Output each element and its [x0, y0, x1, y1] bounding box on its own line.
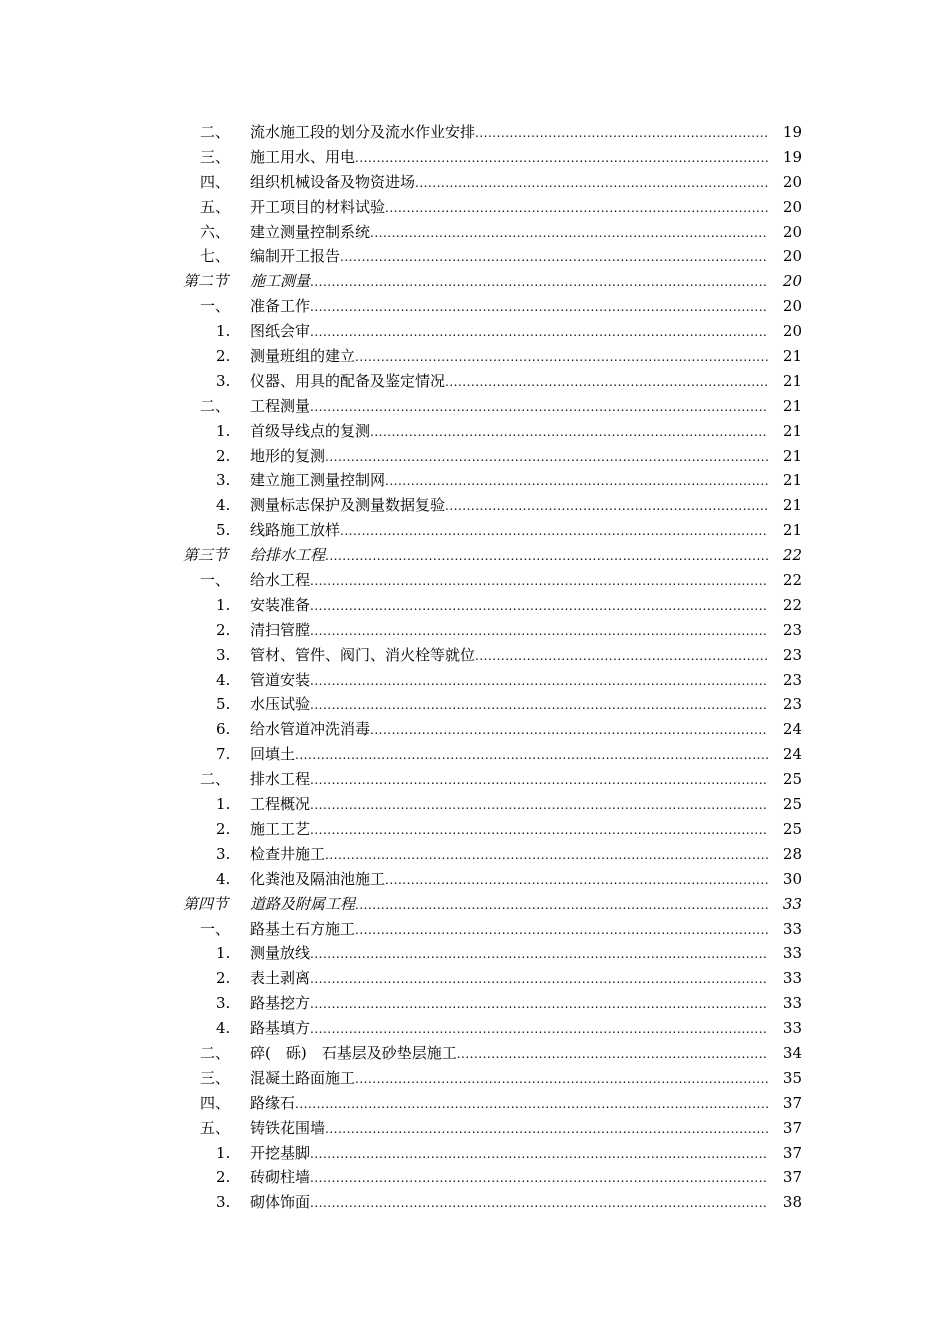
toc-entry-title-line: [250, 917, 768, 943]
toc-entry-number: 2.: [216, 969, 231, 988]
toc-entry-page-number: 33: [782, 919, 802, 938]
toc-entry-number: 六、: [200, 222, 231, 241]
toc-entry-page-number: 21: [782, 471, 802, 490]
toc-entry[interactable]: [0, 468, 950, 493]
table-of-contents: [0, 120, 950, 1215]
toc-entry-title: 安装准备: [250, 595, 311, 614]
dot-leader: [370, 420, 768, 445]
toc-entry[interactable]: [0, 1091, 950, 1116]
toc-entry-number: 第四节: [183, 894, 229, 913]
toc-entry-title-line: [250, 1041, 768, 1067]
toc-entry[interactable]: [0, 966, 950, 991]
toc-entry-page-number: 20: [782, 222, 802, 241]
toc-entry[interactable]: [0, 742, 950, 767]
toc-entry-title-line: [250, 892, 768, 918]
toc-entry-page-number: 24: [782, 720, 802, 739]
dot-leader: [355, 893, 768, 918]
dot-leader: [325, 445, 768, 470]
toc-entry-page-number: 20: [782, 272, 802, 291]
toc-entry-title: 工程概况: [250, 795, 311, 814]
toc-entry-number: 3.: [216, 994, 231, 1013]
toc-entry-number: 7.: [216, 745, 231, 764]
toc-entry-title: 管道安装: [250, 670, 311, 689]
toc-entry-title: 化粪池及隔油池施工: [250, 869, 386, 888]
dot-leader: [310, 295, 768, 320]
toc-entry-title: 图纸会审: [250, 322, 311, 341]
toc-entry[interactable]: [0, 493, 950, 518]
toc-entry-title: 路基填方: [250, 1019, 311, 1038]
toc-entry-page-number: 22: [782, 546, 802, 565]
toc-entry-title: 路缘石: [250, 1093, 296, 1112]
dot-leader: [325, 843, 768, 868]
dot-leader: [355, 146, 768, 171]
toc-entry-number: 4.: [216, 670, 231, 689]
toc-entry-title: 砖砌柱墙: [250, 1168, 311, 1187]
toc-entry[interactable]: [0, 842, 950, 867]
toc-entry-number: 6.: [216, 720, 231, 739]
toc-entry-title-line: [250, 966, 768, 992]
toc-entry-number: 三、: [200, 1068, 231, 1087]
toc-entry-number: 一、: [200, 919, 231, 938]
toc-entry-page-number: 20: [782, 172, 802, 191]
toc-entry-title: 流水施工段的划分及流水作业安排: [250, 123, 476, 141]
toc-entry-number: 1.: [216, 421, 231, 440]
dot-leader: [385, 469, 768, 494]
dot-leader: [340, 519, 768, 544]
toc-entry-title: 碎( 砾) 石基层及砂垫层施工: [250, 1043, 457, 1062]
toc-entry-page-number: 23: [782, 695, 802, 714]
dot-leader: [310, 669, 768, 694]
dot-leader: [457, 1042, 768, 1067]
dot-leader: [325, 1117, 768, 1142]
toc-entry-title-line: [250, 668, 768, 694]
toc-entry-title-line: [250, 867, 768, 893]
toc-entry-page-number: 37: [782, 1093, 802, 1112]
toc-entry[interactable]: [0, 220, 950, 245]
toc-entry-number: 3.: [216, 471, 231, 490]
toc-entry-page-number: 20: [782, 322, 802, 341]
toc-entry[interactable]: [0, 668, 950, 693]
toc-entry-page-number: 19: [782, 147, 802, 166]
toc-entry-page-number: 21: [782, 371, 802, 390]
toc-entry-number: 1.: [216, 795, 231, 814]
toc-entry-number: 2.: [216, 347, 231, 366]
toc-entry-title: 地形的复测: [250, 446, 326, 465]
toc-entry-number: 三、: [200, 147, 231, 166]
toc-entry-title-line: [250, 643, 768, 669]
toc-entry-title-line: [250, 593, 768, 619]
toc-entry[interactable]: [0, 941, 950, 966]
toc-entry-page-number: 21: [782, 396, 802, 415]
toc-entry-page-number: 21: [782, 521, 802, 540]
toc-entry[interactable]: [0, 1165, 950, 1190]
toc-entry-title: 道路及附属工程: [250, 894, 356, 913]
toc-entry-page-number: 21: [782, 446, 802, 465]
toc-entry[interactable]: [0, 792, 950, 817]
toc-entry-page-number: 34: [782, 1043, 802, 1062]
toc-entry-page-number: 23: [782, 645, 802, 664]
toc-entry-title: 工程测量: [250, 396, 311, 415]
toc-entry[interactable]: [0, 568, 950, 593]
toc-entry-title-line: [250, 369, 768, 395]
toc-entry-page-number: 25: [782, 770, 802, 789]
toc-entry-title: 测量标志保护及测量数据复验: [250, 496, 446, 515]
dot-leader: [340, 245, 768, 270]
toc-entry-title: 排水工程: [250, 770, 311, 789]
toc-entry-title: 回填土: [250, 745, 296, 764]
toc-entry-page-number: 30: [782, 869, 802, 888]
toc-entry-title-line: [250, 319, 768, 345]
toc-entry-title-line: [250, 120, 768, 146]
toc-entry[interactable]: [0, 767, 950, 792]
toc-entry-title-line: [250, 493, 768, 519]
toc-entry-title: 建立测量控制系统: [250, 222, 371, 241]
toc-entry-page-number: 25: [782, 795, 802, 814]
toc-entry-page-number: 37: [782, 1168, 802, 1187]
toc-entry-title-line: [250, 842, 768, 868]
toc-entry-page-number: 21: [782, 347, 802, 366]
toc-entry[interactable]: [0, 593, 950, 618]
toc-entry-title: 检查井施工: [250, 844, 326, 863]
toc-entry-title-line: [250, 518, 768, 544]
toc-entry-title-line: [250, 170, 768, 196]
toc-entry-title: 给水管道冲洗消毒: [250, 720, 371, 739]
toc-entry-title-line: [250, 145, 768, 171]
toc-entry[interactable]: [0, 1016, 950, 1041]
toc-entry-number: 5.: [216, 521, 231, 540]
toc-entry-title: 砌体饰面: [250, 1193, 311, 1212]
toc-entry-title: 线路施工放样: [250, 521, 341, 540]
toc-entry-number: 五、: [200, 197, 231, 216]
toc-entry-number: 2.: [216, 446, 231, 465]
toc-entry-title-line: [250, 1141, 768, 1167]
dot-leader: [310, 619, 768, 644]
toc-entry-number: 四、: [200, 1093, 231, 1112]
toc-entry-number: 五、: [200, 1118, 231, 1137]
dot-leader: [310, 818, 768, 843]
toc-entry-title-line: [250, 1066, 768, 1092]
toc-entry-number: 第二节: [183, 272, 229, 291]
toc-entry-page-number: 23: [782, 670, 802, 689]
toc-entry[interactable]: [0, 294, 950, 319]
dot-leader: [310, 1191, 768, 1216]
toc-entry-number: 2.: [216, 1168, 231, 1187]
toc-entry-number: 四、: [200, 172, 231, 191]
dot-leader: [310, 320, 768, 345]
toc-entry[interactable]: [0, 369, 950, 394]
toc-section-entry[interactable]: [0, 269, 950, 294]
toc-entry-page-number: 22: [782, 595, 802, 614]
toc-entry-number: 4.: [216, 496, 231, 515]
toc-entry-title-line: [250, 817, 768, 843]
toc-entry-number: 3.: [216, 844, 231, 863]
toc-entry-title-line: [250, 618, 768, 644]
toc-entry-number: 二、: [200, 396, 231, 415]
toc-entry-title-line: [250, 444, 768, 470]
toc-entry-title-line: [250, 568, 768, 594]
toc-entry-page-number: 33: [782, 944, 802, 963]
toc-entry-page-number: 21: [782, 421, 802, 440]
toc-entry-title: 测量班组的建立: [250, 347, 356, 366]
toc-entry-title: 清扫管膛: [250, 620, 311, 639]
toc-entry-number: 4.: [216, 869, 231, 888]
toc-entry-title-line: [250, 419, 768, 445]
toc-entry[interactable]: [0, 394, 950, 419]
dot-leader: [415, 171, 768, 196]
toc-entry-number: 1.: [216, 1143, 231, 1162]
toc-entry-title-line: [250, 394, 768, 420]
toc-entry-number: 2.: [216, 819, 231, 838]
toc-entry-title: 建立施工测量控制网: [250, 471, 386, 490]
dot-leader: [310, 270, 768, 295]
toc-entry-title: 混凝土路面施工: [250, 1068, 356, 1087]
toc-entry-title-line: [250, 1016, 768, 1042]
toc-entry-page-number: 21: [782, 496, 802, 515]
dot-leader: [310, 967, 768, 992]
toc-entry-title-line: [250, 294, 768, 320]
toc-entry-page-number: 23: [782, 620, 802, 639]
toc-entry-title: 施工工艺: [250, 819, 311, 838]
toc-entry-page-number: 37: [782, 1143, 802, 1162]
toc-entry-number: 3.: [216, 371, 231, 390]
toc-entry[interactable]: [0, 717, 950, 742]
dot-leader: [355, 1067, 768, 1092]
dot-leader: [310, 768, 768, 793]
toc-entry[interactable]: [0, 1066, 950, 1091]
toc-entry[interactable]: [0, 867, 950, 892]
toc-entry[interactable]: [0, 643, 950, 668]
toc-entry-title: 开工项目的材料试验: [250, 197, 386, 216]
toc-entry-title-line: [250, 468, 768, 494]
toc-entry[interactable]: [0, 1041, 950, 1066]
toc-entry-page-number: 20: [782, 247, 802, 266]
toc-entry-title: 施工测量: [250, 272, 311, 291]
toc-entry-number: 2.: [216, 620, 231, 639]
dot-leader: [310, 395, 768, 420]
dot-leader: [370, 221, 768, 246]
dot-leader: [385, 196, 768, 221]
dot-leader: [475, 121, 768, 146]
dot-leader: [310, 569, 768, 594]
toc-entry-number: 一、: [200, 297, 231, 316]
toc-entry[interactable]: [0, 917, 950, 942]
toc-entry-page-number: 33: [782, 1019, 802, 1038]
toc-entry[interactable]: [0, 991, 950, 1016]
toc-entry-page-number: 33: [782, 894, 802, 913]
toc-entry-page-number: 37: [782, 1118, 802, 1137]
toc-entry-number: 第三节: [183, 546, 229, 565]
toc-entry-number: 一、: [200, 571, 231, 590]
toc-entry[interactable]: [0, 170, 950, 195]
toc-entry-title: 给排水工程: [250, 546, 326, 565]
toc-entry[interactable]: [0, 1141, 950, 1166]
toc-entry-number: 七、: [200, 247, 231, 266]
toc-entry-title-line: [250, 941, 768, 967]
toc-entry-number: 1.: [216, 322, 231, 341]
toc-entry-title: 仪器、用具的配备及鉴定情况: [250, 371, 446, 390]
toc-entry-title: 路基挖方: [250, 994, 311, 1013]
toc-entry-page-number: 35: [782, 1068, 802, 1087]
toc-entry-page-number: 22: [782, 571, 802, 590]
dot-leader: [310, 1142, 768, 1167]
toc-entry-title-line: [250, 195, 768, 221]
toc-entry-title-line: [250, 792, 768, 818]
toc-section-entry[interactable]: [0, 892, 950, 917]
dot-leader: [295, 743, 768, 768]
toc-entry-number: 1.: [216, 944, 231, 963]
toc-entry-page-number: 33: [782, 994, 802, 1013]
dot-leader: [355, 345, 768, 370]
toc-entry-title-line: [250, 692, 768, 718]
dot-leader: [310, 693, 768, 718]
toc-entry[interactable]: [0, 1190, 950, 1215]
toc-entry-number: 4.: [216, 1019, 231, 1038]
toc-entry-page-number: 28: [782, 844, 802, 863]
toc-entry-title: 开挖基脚: [250, 1143, 311, 1162]
toc-entry[interactable]: [0, 344, 950, 369]
toc-entry[interactable]: [0, 244, 950, 269]
toc-entry-page-number: 24: [782, 745, 802, 764]
toc-entry[interactable]: [0, 419, 950, 444]
toc-section-entry[interactable]: [0, 543, 950, 568]
toc-entry-title: 编制开工报告: [250, 247, 341, 266]
toc-entry[interactable]: [0, 319, 950, 344]
toc-entry-title-line: [250, 1116, 768, 1142]
toc-entry-number: 二、: [200, 770, 231, 789]
toc-entry[interactable]: [0, 817, 950, 842]
dot-leader: [445, 370, 768, 395]
toc-entry-title-line: [250, 220, 768, 246]
toc-entry-page-number: 20: [782, 197, 802, 216]
toc-entry[interactable]: [0, 618, 950, 643]
dot-leader: [310, 1166, 768, 1191]
toc-entry-title-line: [250, 244, 768, 270]
dot-leader: [295, 1092, 768, 1117]
dot-leader: [475, 644, 768, 669]
toc-entry-title: 表土剥离: [250, 969, 311, 988]
dot-leader: [310, 1017, 768, 1042]
toc-entry-page-number: 25: [782, 819, 802, 838]
toc-entry-title: 给水工程: [250, 571, 311, 590]
toc-entry-title: 组织机械设备及物资进场: [250, 172, 416, 191]
toc-entry-title-line: [250, 543, 768, 569]
toc-entry-title: 首级导线点的复测: [250, 421, 371, 440]
toc-entry[interactable]: [0, 692, 950, 717]
toc-entry-title: 水压试验: [250, 695, 311, 714]
toc-entry-page-number: 33: [782, 969, 802, 988]
toc-entry-title-line: [250, 742, 768, 768]
toc-entry-number: 3.: [216, 1193, 231, 1212]
toc-entry[interactable]: [0, 444, 950, 469]
toc-entry-title-line: [250, 344, 768, 370]
toc-entry-title-line: [250, 1190, 768, 1216]
toc-entry-title: 施工用水、用电: [250, 147, 356, 166]
dot-leader: [310, 992, 768, 1017]
toc-entry-number: 二、: [200, 123, 231, 141]
toc-entry-number: 5.: [216, 695, 231, 714]
toc-entry-title-line: [250, 269, 768, 295]
toc-entry-title-line: [250, 991, 768, 1017]
dot-leader: [445, 494, 768, 519]
dot-leader: [355, 918, 768, 943]
toc-entry-title-line: [250, 767, 768, 793]
toc-entry-title: 铸铁花围墙: [250, 1118, 326, 1137]
toc-entry[interactable]: [0, 518, 950, 543]
dot-leader: [310, 793, 768, 818]
dot-leader: [325, 544, 768, 569]
dot-leader: [385, 868, 768, 893]
toc-entry[interactable]: [0, 120, 950, 145]
toc-entry-number: 二、: [200, 1043, 231, 1062]
toc-entry-title: 测量放线: [250, 944, 311, 963]
toc-entry-title: 路基土石方施工: [250, 919, 356, 938]
toc-entry-page-number: 20: [782, 297, 802, 316]
toc-entry-title-line: [250, 1165, 768, 1191]
toc-entry-page-number: 38: [782, 1193, 802, 1212]
dot-leader: [370, 718, 768, 743]
toc-entry-title: 准备工作: [250, 297, 311, 316]
toc-entry-title-line: [250, 717, 768, 743]
toc-entry-title-line: [250, 1091, 768, 1117]
dot-leader: [310, 942, 768, 967]
toc-entry-number: 1.: [216, 595, 231, 614]
dot-leader: [310, 594, 768, 619]
toc-entry[interactable]: [0, 145, 950, 170]
toc-entry-page-number: 19: [782, 123, 802, 141]
toc-entry-title: 管材、管件、阀门、消火栓等就位: [250, 645, 476, 664]
toc-entry[interactable]: [0, 1116, 950, 1141]
toc-entry-number: 3.: [216, 645, 231, 664]
toc-entry[interactable]: [0, 195, 950, 220]
